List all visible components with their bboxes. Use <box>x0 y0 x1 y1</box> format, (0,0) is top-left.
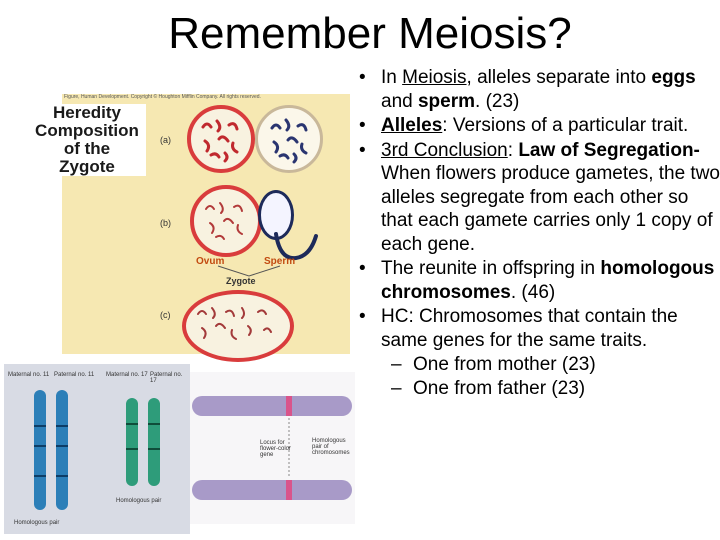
heading-line: Heredity <box>52 103 122 122</box>
zygote-cell <box>182 290 294 362</box>
slide-title: Remember Meiosis? <box>168 9 572 58</box>
bullet-hc: • HC: Chromosomes that contain the same genes for the same traits. <box>355 305 720 352</box>
figure-heading <box>28 104 146 176</box>
arrow-icon <box>214 264 284 280</box>
homologous-pair-image <box>190 372 355 524</box>
ovum-cell <box>190 185 262 257</box>
bullet-third-conclusion: • 3rd Conclusion: Law of Segregation- When flowers produce gametes, the two alleles segregate from each other so that each gamete carries only 1 copy of each gene. <box>355 139 720 257</box>
ovum-label: Ovum <box>196 256 225 267</box>
bullet-meiosis: • In Meiosis, alleles separate into eggs and sperm. (23) <box>355 66 720 113</box>
chromosome-squiggles-icon <box>258 108 320 170</box>
karyotype-label: Paternal no. 11 <box>54 372 95 378</box>
sub-bullet-father: – One from father (23) <box>355 377 720 401</box>
chromosome-squiggles-icon <box>186 294 290 358</box>
heading-line: of the <box>63 139 111 158</box>
karyotype-label: Paternal no. 17 <box>150 372 183 384</box>
panel-label-b: (b) <box>160 218 171 228</box>
karyotype-label: Maternal no. 17 <box>106 372 148 378</box>
heading-line: Composition <box>35 121 139 140</box>
figure-caption: Figure, Human Development. Copyright © Houghton Mifflin Company. All rights reserved. <box>64 94 261 100</box>
heading-line: Zygote <box>59 157 115 176</box>
locus-label: Locus for flower-color gene <box>260 440 292 458</box>
chromosome-squiggles-icon <box>194 189 258 253</box>
homologous-label: Homologous pair of chromosomes <box>312 438 350 456</box>
bullet-list <box>355 66 720 400</box>
chromosome-pair-icon <box>18 386 88 516</box>
karyotype-label: Homologous pair <box>116 498 162 504</box>
zygote-label: Zygote <box>226 276 256 286</box>
paternal-cell <box>255 105 323 173</box>
sub-bullet-mother: – One from mother (23) <box>355 353 720 377</box>
chromosome-pair-icon <box>112 394 182 494</box>
sperm-label: Sperm <box>264 256 296 267</box>
karyotype-image <box>4 364 190 534</box>
panel-label-a: (a) <box>160 135 171 145</box>
karyotype-label: Maternal no. 11 <box>8 372 50 378</box>
chromosome-squiggles-icon <box>191 109 251 169</box>
bullet-reunite: • The reunite in offspring in homologous chromosomes. (46) <box>355 257 720 304</box>
karyotype-label: Homologous pair <box>14 520 60 526</box>
maternal-cell <box>187 105 255 173</box>
bullet-alleles: • Alleles: Versions of a particular trait. <box>355 114 720 138</box>
panel-label-c: (c) <box>160 310 171 320</box>
